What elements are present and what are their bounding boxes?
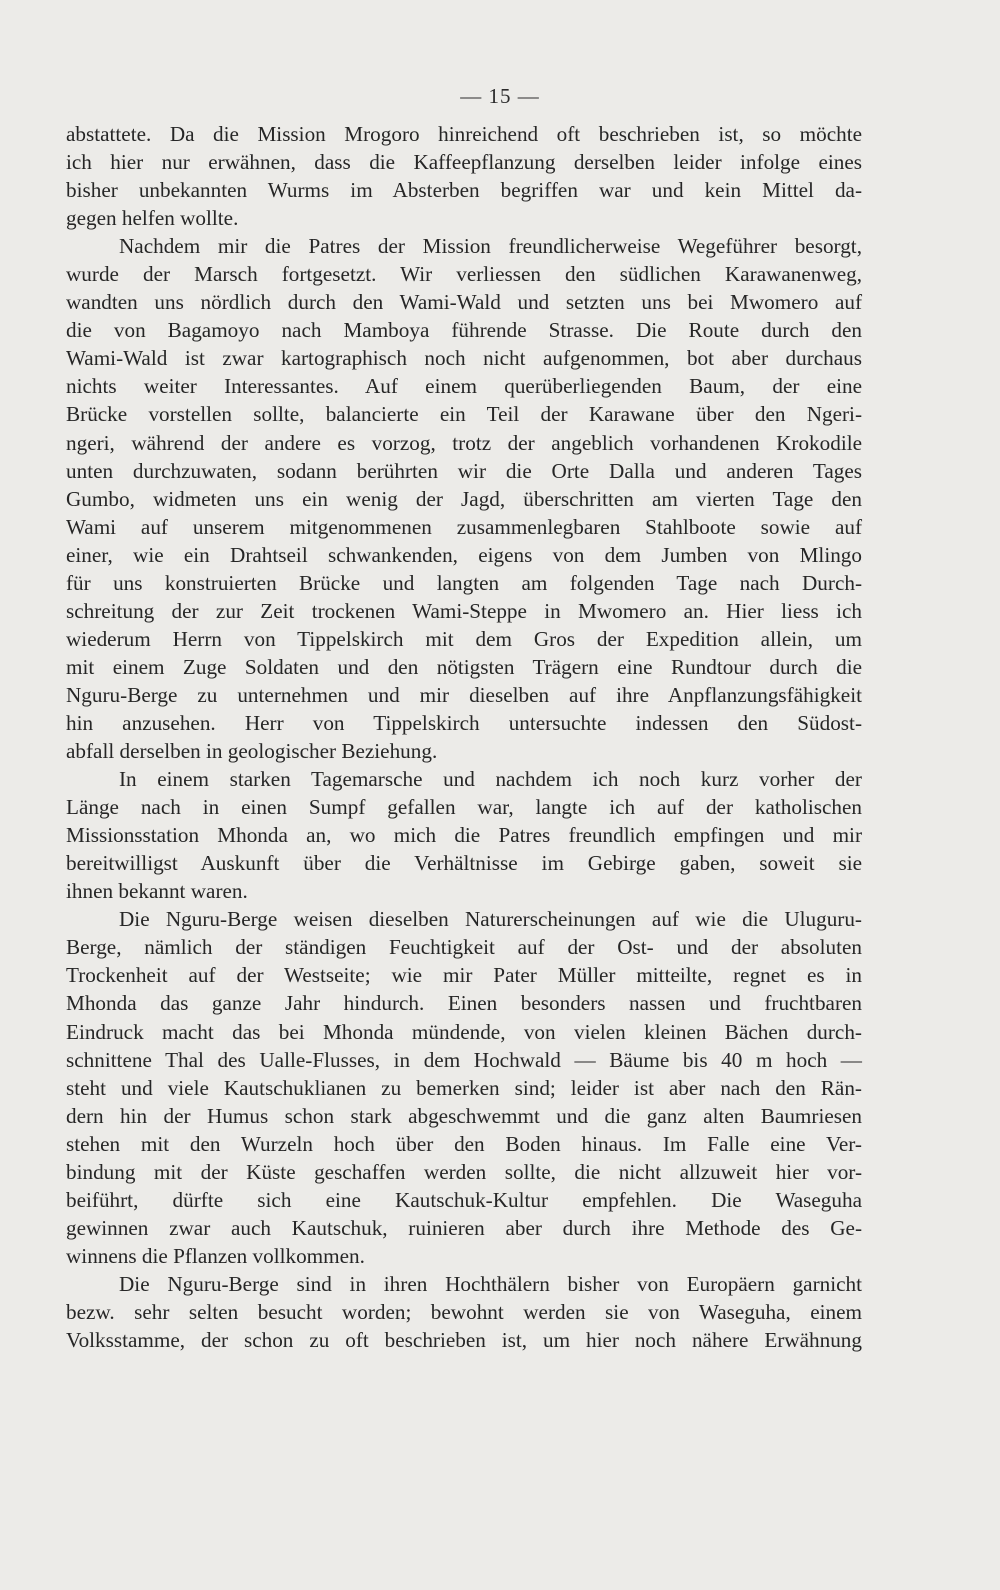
page-number: — 15 — (460, 84, 540, 108)
text-line: beiführt, dürfte sich eine Kautschuk-Kultur empfehlen. Die Waseguha (66, 1187, 862, 1212)
text-line: schnittene Thal des Ualle-Flusses, in dem Hochwald — Bäume bis 40 m hoch — (66, 1047, 862, 1072)
text-line: bindung mit der Küste geschaffen werden sollte, die nicht allzuweit hier vor- (66, 1159, 862, 1184)
text-line: Wami auf unserem mitgenommenen zusammenlegbaren Stahlboote sowie auf (66, 514, 862, 539)
text-line: ich hier nur erwähnen, dass die Kaffeepflanzung derselben leider infolge eines (66, 150, 862, 175)
text-line: stehen mit den Wurzeln hoch über den Boden hinaus. Im Falle eine Ver- (66, 1131, 862, 1156)
text-line: für uns konstruierten Brücke und langten am folgenden Tage nach Durch- (66, 570, 862, 595)
text-line: einer, wie ein Drahtseil schwankenden, eigens von dem Jumben von Mlingo (66, 542, 862, 567)
text-line: Volksstamme, der schon zu oft beschrieben ist, um hier noch nähere Erwähnung (66, 1328, 862, 1353)
text-line: gewinnen zwar auch Kautschuk, ruinieren aber durch ihre Methode des Ge- (66, 1215, 862, 1240)
paragraph (66, 905, 862, 1270)
text-line: abfall derselben in geologischer Beziehung. (66, 739, 438, 764)
text-line: gegen helfen wollte. (66, 206, 239, 231)
paragraph (66, 120, 862, 232)
text-line: die von Bagamoyo nach Mamboya führende Strasse. Die Route durch den (66, 318, 862, 343)
paragraph (66, 232, 862, 765)
text-line: wiederum Herrn von Tippelskirch mit dem Gros der Expedition allein, um (66, 626, 862, 651)
text-line: bisher unbekannten Wurms im Absterben begriffen war und kein Mittel da- (66, 178, 862, 203)
paragraph (66, 1270, 862, 1354)
text-line: Eindruck macht das bei Mhonda mündende, von vielen kleinen Bächen durch- (66, 1019, 862, 1044)
text-line: Berge, nämlich der ständigen Feuchtigkeit auf der Ost- und der absoluten (66, 935, 862, 960)
text-line: Länge nach in einen Sumpf gefallen war, langte ich auf der katholischen (66, 795, 862, 820)
text-line: schreitung der zur Zeit trockenen Wami-Steppe in Mwomero an. Hier liess ich (66, 598, 862, 623)
text-line: mit einem Zuge Soldaten und den nötigsten Trägern eine Rundtour durch die (66, 654, 862, 679)
text-line: Gumbo, widmeten uns ein wenig der Jagd, überschritten am vierten Tage den (66, 486, 862, 511)
text-line: bereitwilligst Auskunft über die Verhältnisse im Gebirge gaben, soweit sie (66, 851, 862, 876)
text-line: Nachdem mir die Patres der Mission freundlicherweise Wegeführer besorgt, (119, 234, 862, 259)
body-text (66, 120, 862, 1354)
text-line: ihnen bekannt waren. (66, 879, 248, 904)
text-line: In einem starken Tagemarsche und nachdem ich noch kurz vorher der (119, 767, 862, 792)
text-line: bezw. sehr selten besucht worden; bewohnt werden sie von Waseguha, einem (66, 1299, 862, 1324)
text-line: wurde der Marsch fortgesetzt. Wir verliessen den südlichen Karawanenweg, (66, 262, 862, 287)
text-line: unten durchzuwaten, sodann berührten wir die Orte Dalla und anderen Tages (66, 458, 862, 483)
text-line: Trockenheit auf der Westseite; wie mir Pater Müller mitteilte, regnet es in (66, 963, 862, 988)
text-line: Nguru-Berge zu unternehmen und mir dieselben auf ihre Anpflanzungsfähigkeit (66, 682, 862, 707)
text-line: Brücke vorstellen sollte, balancierte ein Teil der Karawane über den Ngeri- (66, 402, 862, 427)
text-line: ngeri, während der andere es vorzog, trotz der angeblich vorhandenen Krokodile (66, 430, 862, 455)
text-line: Mhonda das ganze Jahr hindurch. Einen besonders nassen und fruchtbaren (66, 991, 862, 1016)
paragraph (66, 765, 862, 905)
text-line: dern hin der Humus schon stark abgeschwemmt und die ganz alten Baumriesen (66, 1103, 862, 1128)
text-line: Wami-Wald ist zwar kartographisch noch nicht aufgenommen, bot aber durchaus (66, 346, 862, 371)
text-line: steht und viele Kautschuklianen zu bemerken sind; leider ist aber nach den Rän- (66, 1075, 862, 1100)
text-line: nichts weiter Interessantes. Auf einem querüberliegenden Baum, der eine (66, 374, 862, 399)
text-line: hin anzusehen. Herr von Tippelskirch untersuchte indessen den Südost- (66, 710, 862, 735)
text-line: wandten uns nördlich durch den Wami-Wald und setzten uns bei Mwomero auf (66, 290, 862, 315)
text-line: Die Nguru-Berge sind in ihren Hochthälern bisher von Europäern garnicht (119, 1271, 862, 1296)
text-line: winnens die Pflanzen vollkommen. (66, 1243, 365, 1268)
text-line: Missionsstation Mhonda an, wo mich die Patres freundlich empfingen und mir (66, 823, 862, 848)
text-line: Die Nguru-Berge weisen dieselben Naturerscheinungen auf wie die Uluguru- (119, 907, 862, 932)
text-line: abstattete. Da die Mission Mrogoro hinreichend oft beschrieben ist, so möchte (66, 122, 862, 146)
